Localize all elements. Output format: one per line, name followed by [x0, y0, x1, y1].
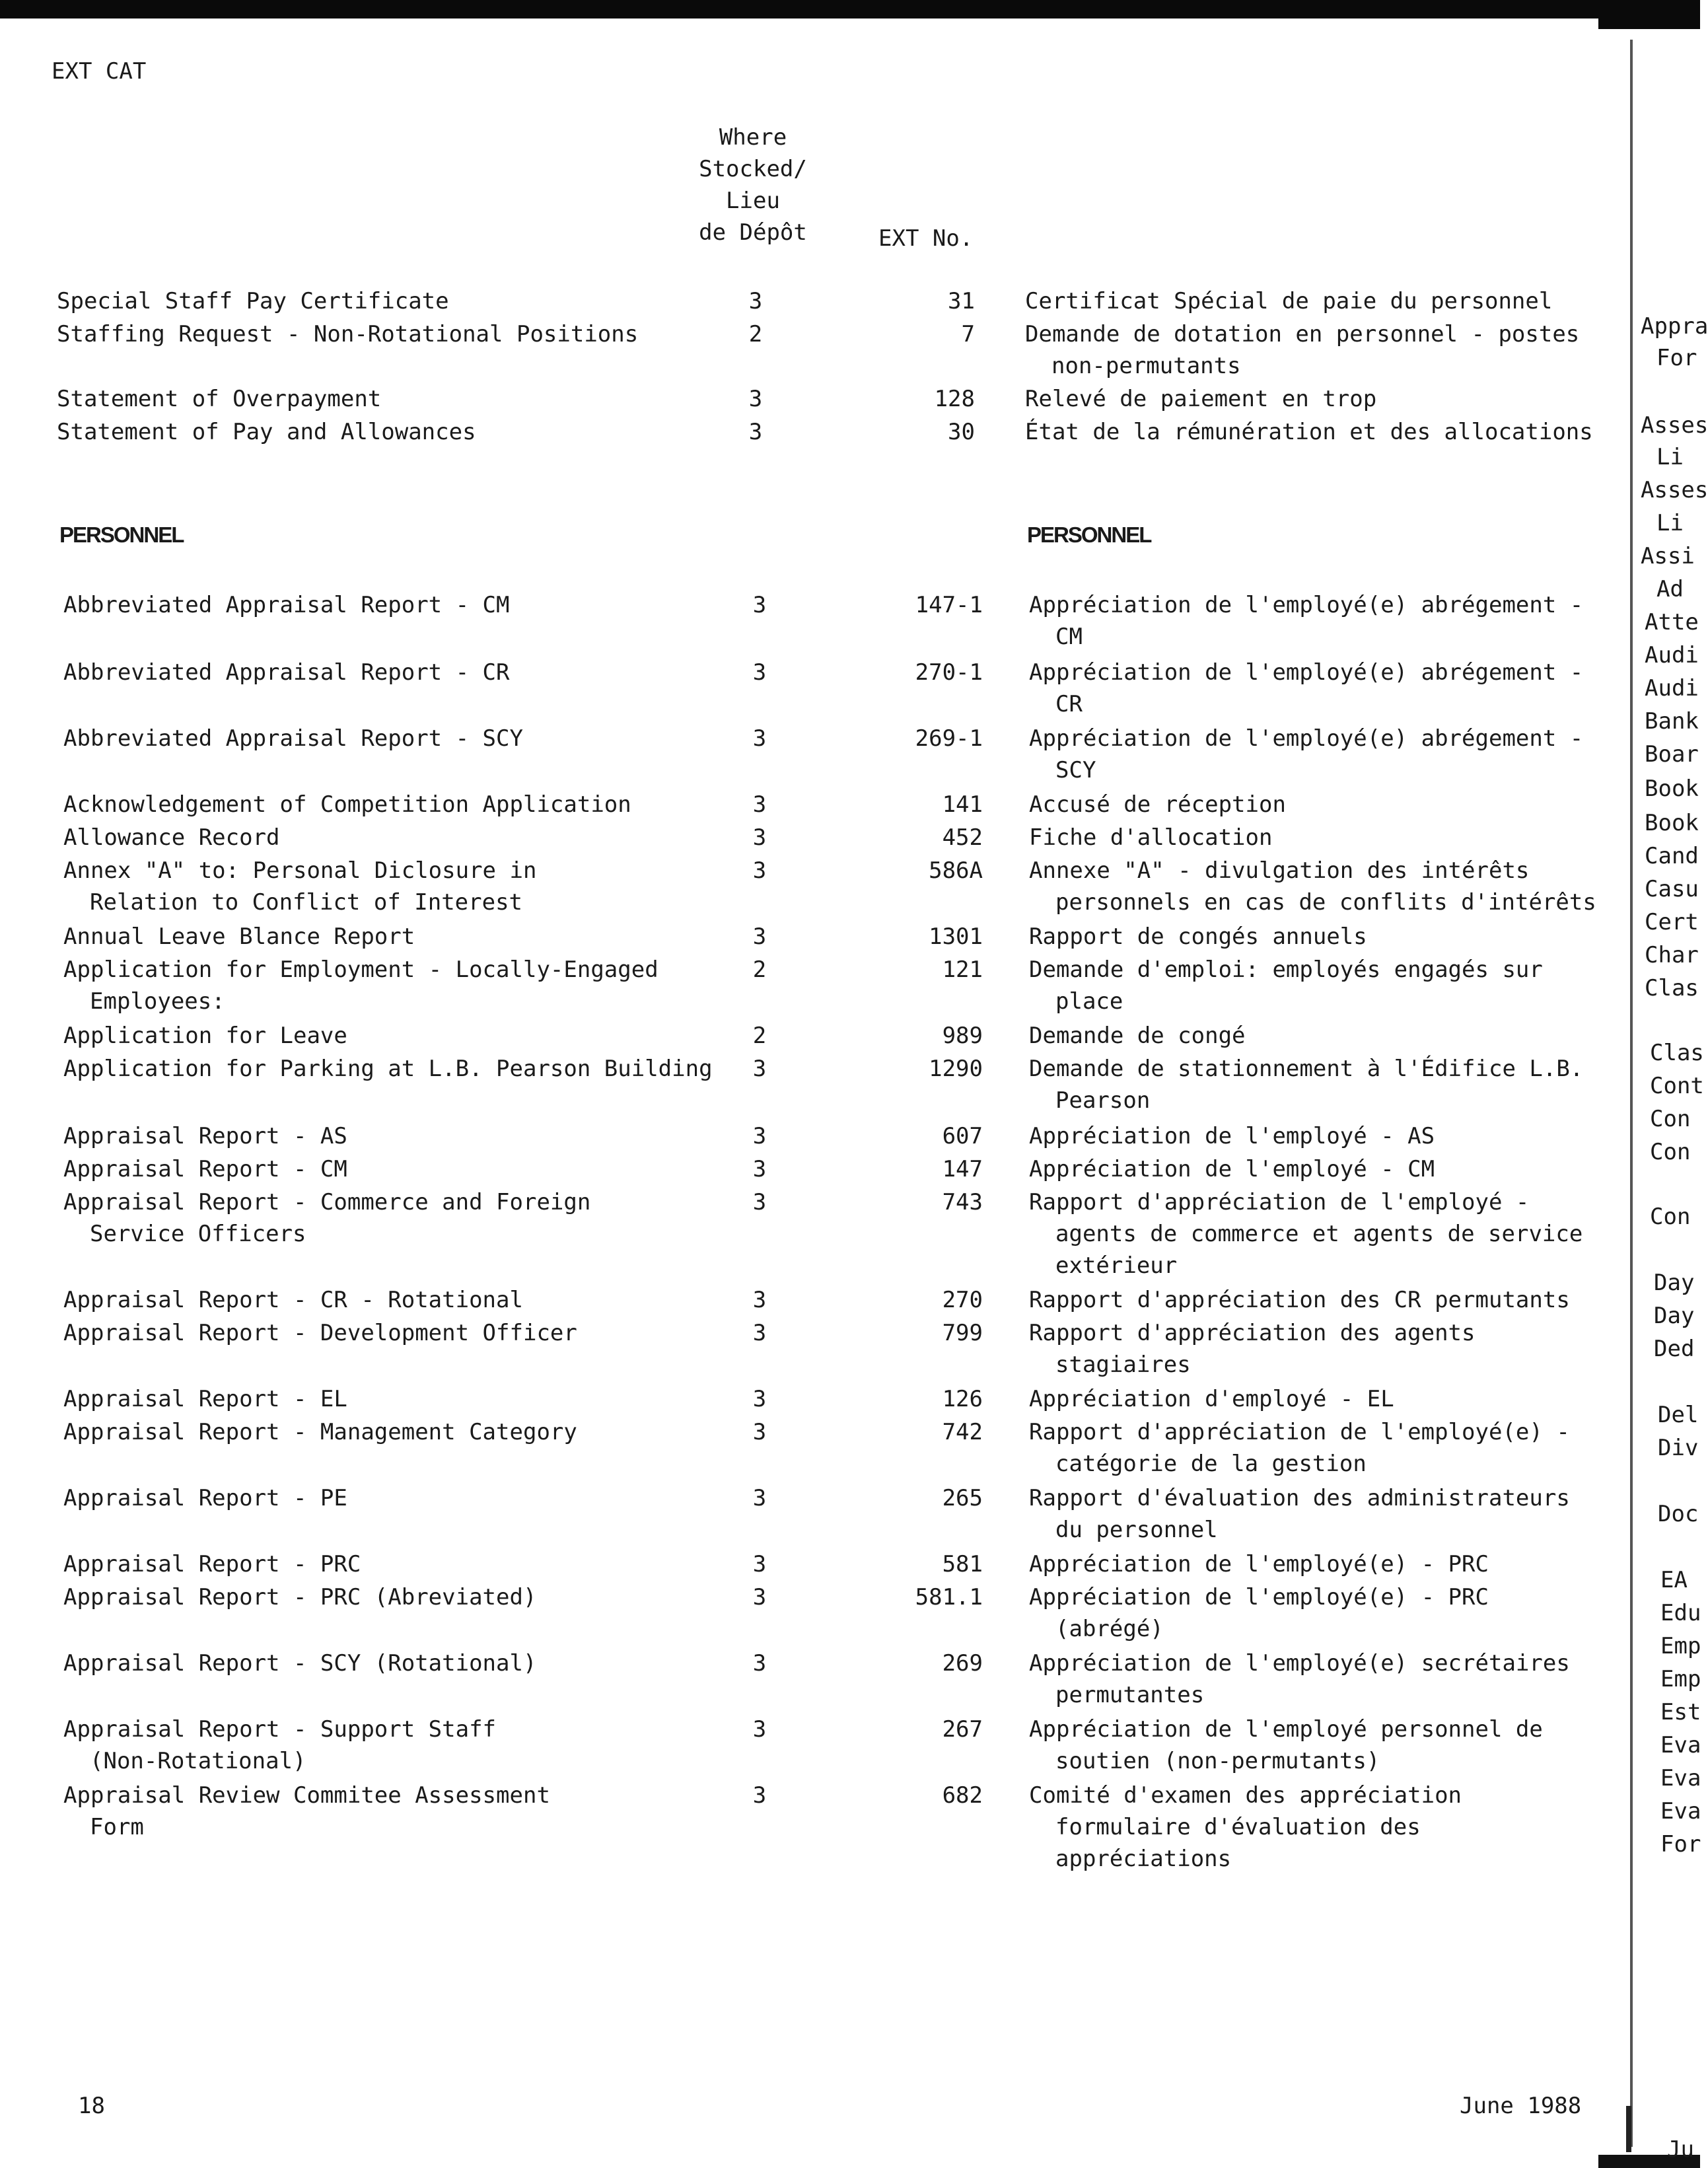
- fragment-text: Book: [1645, 810, 1699, 836]
- ext-number: 269: [942, 1650, 983, 1677]
- form-title-fr: [1029, 822, 1272, 853]
- form-title-fr: [1029, 1383, 1394, 1415]
- form-title-fr: [1025, 318, 1579, 382]
- where-stocked-value: 3: [752, 1551, 767, 1577]
- form-title-en-line: Annual Leave Blance Report: [63, 923, 415, 950]
- ext-number: 121: [942, 957, 983, 983]
- page-gutter: [1630, 40, 1633, 2147]
- ext-number: 586A: [929, 857, 983, 884]
- form-title-fr-line: appréciations: [1055, 1846, 1232, 1872]
- form-title-en-line: Appraisal Report - Support Staff: [63, 1716, 497, 1743]
- form-title-fr-line: Appréciation de l'employé(e) abrégement -: [1029, 725, 1584, 752]
- ext-number: 742: [942, 1419, 983, 1445]
- fragment-text: Div: [1658, 1435, 1699, 1461]
- where-stocked-value: 2: [752, 1023, 767, 1049]
- form-title-fr-line: Appréciation de l'employé - CM: [1029, 1156, 1435, 1182]
- form-title-fr: [1029, 1780, 1462, 1875]
- fragment-text: Assi: [1641, 543, 1695, 569]
- form-title-fr: [1029, 1284, 1570, 1316]
- form-title-en: [63, 1153, 347, 1185]
- form-title-en: [63, 855, 536, 918]
- form-title-en-line: Appraisal Report - PRC: [63, 1551, 361, 1577]
- form-title-fr-line: Annexe "A" - divulgation des intérêts: [1029, 857, 1530, 884]
- form-title-en-line: Appraisal Report - PRC (Abreviated): [63, 1584, 537, 1610]
- ext-number: 452: [942, 824, 983, 851]
- form-title-fr-line: Demande de dotation en personnel - postes: [1025, 321, 1580, 347]
- form-title-en: [63, 1020, 347, 1052]
- form-title-fr-line: SCY: [1055, 757, 1096, 783]
- form-title-en-line: Appraisal Report - CM: [63, 1156, 347, 1182]
- form-title-en-line: Statement of Overpayment: [57, 386, 382, 412]
- form-title-fr-line: personnels en cas de conflits d'intérêts: [1055, 889, 1596, 916]
- form-title-fr: [1029, 1714, 1543, 1777]
- fragment-text: Day: [1654, 1270, 1695, 1296]
- ext-number: 270: [942, 1287, 983, 1313]
- ext-number: 1290: [929, 1056, 983, 1082]
- fragment-text: Eva: [1660, 1765, 1701, 1791]
- form-title-fr: [1029, 1548, 1489, 1580]
- form-title-en: [57, 383, 381, 415]
- fragment-text: For: [1660, 1831, 1701, 1858]
- form-title-fr-line: Rapport d'appréciation des CR permutants: [1029, 1287, 1570, 1313]
- ext-number: 799: [942, 1320, 983, 1346]
- fragment-text: Casu: [1645, 876, 1699, 902]
- form-title-en: [63, 1482, 347, 1514]
- ext-number: 270-1: [915, 659, 983, 686]
- form-title-fr-line: du personnel: [1055, 1517, 1218, 1543]
- form-title-en-line: Acknowledgement of Competition Application: [63, 791, 631, 818]
- page-gutter-shadow: [1626, 2106, 1631, 2152]
- where-stocked-value: 3: [752, 1056, 767, 1082]
- form-title-fr-line: soutien (non-permutants): [1055, 1748, 1380, 1774]
- section-heading-fr: PERSONNEL: [1027, 523, 1151, 547]
- form-title-fr-line: permutantes: [1055, 1682, 1205, 1708]
- fragment-text: Ad: [1656, 576, 1684, 602]
- form-title-fr: [1029, 954, 1543, 1017]
- form-title-fr-line: Appréciation d'employé - EL: [1029, 1386, 1394, 1412]
- form-title-en-line: Application for Parking at L.B. Pearson Building: [63, 1056, 713, 1082]
- fragment-text: Emp: [1660, 1666, 1701, 1692]
- header-line: Where: [719, 124, 787, 151]
- ext-number: 607: [942, 1123, 983, 1149]
- fragment-text: Day: [1654, 1303, 1695, 1329]
- fragment-text: Eva: [1660, 1798, 1701, 1825]
- form-title-fr: [1029, 657, 1583, 720]
- where-stocked-value: 3: [748, 386, 763, 412]
- header-line: Lieu: [726, 188, 780, 214]
- ext-number: 128: [934, 386, 975, 412]
- form-title-fr: [1025, 383, 1376, 415]
- fragment-text: Atte: [1645, 609, 1699, 635]
- fragment-text: Edu: [1660, 1600, 1701, 1626]
- ext-number: 147-1: [915, 592, 983, 618]
- form-title-fr: [1025, 285, 1552, 317]
- form-title-fr-line: formulaire d'évaluation des: [1055, 1814, 1421, 1840]
- ext-number: 269-1: [915, 725, 983, 752]
- fragment-text: Boar: [1645, 741, 1699, 768]
- form-title-en: [57, 416, 476, 448]
- form-title-fr-line: CM: [1055, 624, 1083, 650]
- form-title-fr-line: Comité d'examen des appréciation: [1029, 1782, 1462, 1809]
- form-title-fr-line: Rapport d'appréciation de l'employé -: [1029, 1189, 1530, 1215]
- form-title-fr-line: Appréciation de l'employé(e) - PRC: [1029, 1584, 1489, 1610]
- form-title-en: [63, 1317, 577, 1349]
- where-stocked-value: 3: [748, 288, 763, 314]
- form-title-en-line: Form: [90, 1814, 144, 1840]
- form-title-fr-line: Appréciation de l'employé(e) abrégement -: [1029, 659, 1584, 686]
- where-stocked-value: 3: [752, 791, 767, 818]
- fragment-text: Ded: [1654, 1336, 1695, 1362]
- form-title-fr: [1029, 723, 1583, 786]
- fragment-text: Est: [1660, 1699, 1701, 1725]
- form-title-en: [63, 954, 658, 1017]
- form-title-fr: [1029, 1120, 1435, 1152]
- form-title-fr-line: catégorie de la gestion: [1055, 1451, 1367, 1477]
- where-stocked-value: 3: [752, 857, 767, 884]
- form-title-en: [63, 1647, 536, 1679]
- form-title-fr: [1029, 1053, 1583, 1116]
- form-title-en: [63, 1780, 550, 1843]
- form-title-en-line: Appraisal Report - CR - Rotational: [63, 1287, 523, 1313]
- fragment-text: Con: [1650, 1204, 1691, 1230]
- form-title-en: [63, 822, 280, 853]
- form-title-fr-line: Rapport d'appréciation des agents: [1029, 1320, 1476, 1346]
- form-title-en: [63, 789, 631, 820]
- ext-number: 1301: [929, 923, 983, 950]
- form-title-fr: [1029, 1317, 1476, 1381]
- form-title-en-line: Appraisal Report - EL: [63, 1386, 347, 1412]
- fragment-text: Appra: [1641, 313, 1708, 340]
- form-title-en: [63, 1581, 536, 1613]
- form-title-en: [63, 1416, 577, 1448]
- where-stocked-value: 3: [752, 1650, 767, 1677]
- fragment-text: Doc: [1658, 1501, 1699, 1527]
- form-title-en-line: Application for Leave: [63, 1023, 347, 1049]
- page-number: 18: [78, 2093, 105, 2119]
- form-title-fr-line: Demande de stationnement à l'Édifice L.B.: [1029, 1056, 1584, 1082]
- form-title-fr-line: Rapport d'appréciation de l'employé(e) -: [1029, 1419, 1570, 1445]
- form-title-en: [63, 657, 510, 688]
- fragment-text: Ju: [1667, 2136, 1694, 2163]
- fragment-text: Clas: [1650, 1040, 1704, 1066]
- form-title-fr: [1029, 1647, 1570, 1711]
- form-title-fr-line: Certificat Spécial de paie du personnel: [1025, 288, 1553, 314]
- fragment-text: Clas: [1645, 975, 1699, 1001]
- form-title-fr-line: État de la rémunération et des allocations: [1025, 419, 1593, 445]
- form-title-en-line: Appraisal Report - AS: [63, 1123, 347, 1149]
- fragment-text: For: [1656, 345, 1697, 371]
- fragment-text: Li: [1656, 444, 1684, 470]
- fragment-text: Asses: [1641, 412, 1708, 439]
- fragment-text: Audi: [1645, 675, 1699, 702]
- form-title-en: [57, 285, 449, 317]
- ext-number: 31: [948, 288, 975, 314]
- fragment-text: Cand: [1645, 843, 1699, 869]
- where-stocked-value: 3: [752, 1782, 767, 1809]
- fragment-text: Char: [1645, 942, 1699, 968]
- form-title-fr: [1029, 1020, 1246, 1052]
- form-title-fr-line: Demande de congé: [1029, 1023, 1246, 1049]
- form-title-en-line: Annex "A" to: Personal Diclosure in: [63, 857, 537, 884]
- form-title-fr-line: stagiaires: [1055, 1352, 1191, 1378]
- ext-number: 30: [948, 419, 975, 445]
- ext-no-header: EXT No.: [878, 225, 974, 252]
- where-stocked-value: 3: [752, 923, 767, 950]
- form-title-en-line: Allowance Record: [63, 824, 280, 851]
- where-stocked-value: 3: [752, 1189, 767, 1215]
- where-stocked-value: 3: [752, 1123, 767, 1149]
- where-stocked-value: 2: [752, 957, 767, 983]
- ext-number: 265: [942, 1485, 983, 1511]
- fragment-text: Asses: [1641, 477, 1708, 503]
- form-title-en-line: Service Officers: [90, 1221, 306, 1247]
- ext-number: 141: [942, 791, 983, 818]
- form-title-en-line: Appraisal Report - SCY (Rotational): [63, 1650, 537, 1677]
- form-title-fr: [1029, 855, 1596, 918]
- where-stocked-value: 3: [752, 1716, 767, 1743]
- ext-number: 989: [942, 1023, 983, 1049]
- where-stocked-value: 3: [752, 1287, 767, 1313]
- form-title-fr-line: CR: [1055, 691, 1083, 717]
- ext-number: 743: [942, 1189, 983, 1215]
- where-stocked-value: 3: [752, 824, 767, 851]
- fragment-text: Audi: [1645, 642, 1699, 668]
- form-title-en-line: Special Staff Pay Certificate: [57, 288, 449, 314]
- form-title-en: [63, 1714, 496, 1777]
- form-title-en: [63, 921, 415, 953]
- fragment-text: Eva: [1660, 1732, 1701, 1758]
- where-stocked-value: 3: [752, 1320, 767, 1346]
- form-title-fr-line: Appréciation de l'employé(e) secrétaires: [1029, 1650, 1570, 1677]
- where-stocked-header: [674, 122, 832, 248]
- form-title-fr-line: Fiche d'allocation: [1029, 824, 1273, 851]
- form-title-en-line: Abbreviated Appraisal Report - CR: [63, 659, 510, 686]
- form-title-fr-line: Pearson: [1055, 1087, 1151, 1114]
- header-line: de Dépôt: [699, 219, 807, 246]
- form-title-en: [63, 1548, 361, 1580]
- form-title-en-line: Employees:: [90, 988, 225, 1015]
- form-title-en: [63, 1284, 523, 1316]
- where-stocked-value: 2: [748, 321, 763, 347]
- form-title-en-line: Appraisal Report - Commerce and Foreign: [63, 1189, 591, 1215]
- where-stocked-value: 3: [752, 1386, 767, 1412]
- form-title-fr-line: non-permutants: [1051, 353, 1241, 379]
- form-title-en-line: Appraisal Report - PE: [63, 1485, 347, 1511]
- form-title-fr-line: Rapport de congés annuels: [1029, 923, 1367, 950]
- where-stocked-value: 3: [752, 1419, 767, 1445]
- fragment-text: Cont: [1650, 1073, 1704, 1099]
- ext-number: 581: [942, 1551, 983, 1577]
- form-title-fr: [1029, 1153, 1435, 1185]
- form-title-fr-line: Appréciation de l'employé(e) abrégement -: [1029, 592, 1584, 618]
- form-title-en: [63, 723, 523, 754]
- form-title-en-line: (Non-Rotational): [90, 1748, 306, 1774]
- where-stocked-value: 3: [752, 1156, 767, 1182]
- form-title-en-line: Staffing Request - Non-Rotational Positions: [57, 321, 639, 347]
- ext-number: 147: [942, 1156, 983, 1182]
- form-title-fr-line: Appréciation de l'employé(e) - PRC: [1029, 1551, 1489, 1577]
- form-title-fr-line: extérieur: [1055, 1252, 1178, 1279]
- header-line: Stocked/: [699, 156, 807, 182]
- where-stocked-value: 3: [752, 1485, 767, 1511]
- fragment-text: Bank: [1645, 708, 1699, 735]
- where-stocked-value: 3: [752, 659, 767, 686]
- form-title-fr: [1029, 1482, 1570, 1546]
- form-title-fr-line: Accusé de réception: [1029, 791, 1286, 818]
- form-title-fr-line: Demande d'emploi: employés engagés sur: [1029, 957, 1543, 983]
- form-title-en-line: Appraisal Report - Management Category: [63, 1419, 577, 1445]
- form-title-fr-line: (abrégé): [1055, 1616, 1164, 1642]
- form-title-en: [63, 1383, 347, 1415]
- ext-number: 126: [942, 1386, 983, 1412]
- form-title-fr: [1029, 1581, 1489, 1645]
- page-date: June 1988: [1460, 2093, 1582, 2119]
- fragment-text: Book: [1645, 776, 1699, 802]
- form-title-fr-line: Appréciation de l'employé personnel de: [1029, 1716, 1543, 1743]
- form-title-fr-line: Relevé de paiement en trop: [1025, 386, 1377, 412]
- form-title-fr-line: place: [1055, 988, 1123, 1015]
- form-title-fr-line: Rapport d'évaluation des administrateurs: [1029, 1485, 1570, 1511]
- where-stocked-value: 3: [748, 419, 763, 445]
- form-title-fr: [1025, 416, 1593, 448]
- where-stocked-value: 3: [752, 1584, 767, 1610]
- form-title-fr: [1029, 589, 1583, 653]
- form-title-en-line: Appraisal Report - Development Officer: [63, 1320, 577, 1346]
- where-stocked-value: 3: [752, 592, 767, 618]
- form-title-fr: [1029, 1186, 1583, 1282]
- form-title-en: [63, 1053, 713, 1085]
- form-title-en-line: Abbreviated Appraisal Report - CM: [63, 592, 510, 618]
- form-title-en-line: Application for Employment - Locally-Engaged: [63, 957, 658, 983]
- fragment-text: EA: [1660, 1567, 1688, 1593]
- form-title-en-line: Appraisal Review Commitee Assessment: [63, 1782, 550, 1809]
- ext-number: 267: [942, 1716, 983, 1743]
- section-heading-en: PERSONNEL: [59, 523, 184, 547]
- form-title-en-line: Relation to Conflict of Interest: [90, 889, 523, 916]
- form-title-en-line: Statement of Pay and Allowances: [57, 419, 476, 445]
- fragment-text: Del: [1658, 1402, 1699, 1428]
- form-title-en: [63, 589, 510, 621]
- form-title-fr: [1029, 1416, 1570, 1480]
- form-title-en: [63, 1120, 347, 1152]
- form-title-fr: [1029, 921, 1367, 953]
- form-title-fr-line: Appréciation de l'employé - AS: [1029, 1123, 1435, 1149]
- ext-number: 7: [961, 321, 975, 347]
- form-title-fr-line: agents de commerce et agents de service: [1055, 1221, 1583, 1247]
- catalogue-header: EXT CAT: [52, 58, 147, 85]
- where-stocked-value: 3: [752, 725, 767, 752]
- form-title-en: [57, 318, 638, 350]
- form-title-en: [63, 1186, 590, 1250]
- ext-number: 581.1: [915, 1584, 983, 1610]
- form-title-fr: [1029, 789, 1286, 820]
- fragment-text: Li: [1656, 510, 1684, 536]
- fragment-text: Cert: [1645, 909, 1699, 935]
- fragment-text: Con: [1650, 1106, 1691, 1132]
- scan-top-border-right: [1598, 15, 1700, 29]
- ext-number: 682: [942, 1782, 983, 1809]
- form-title-en-line: Abbreviated Appraisal Report - SCY: [63, 725, 523, 752]
- fragment-text: Con: [1650, 1139, 1691, 1165]
- fragment-text: Emp: [1660, 1633, 1701, 1659]
